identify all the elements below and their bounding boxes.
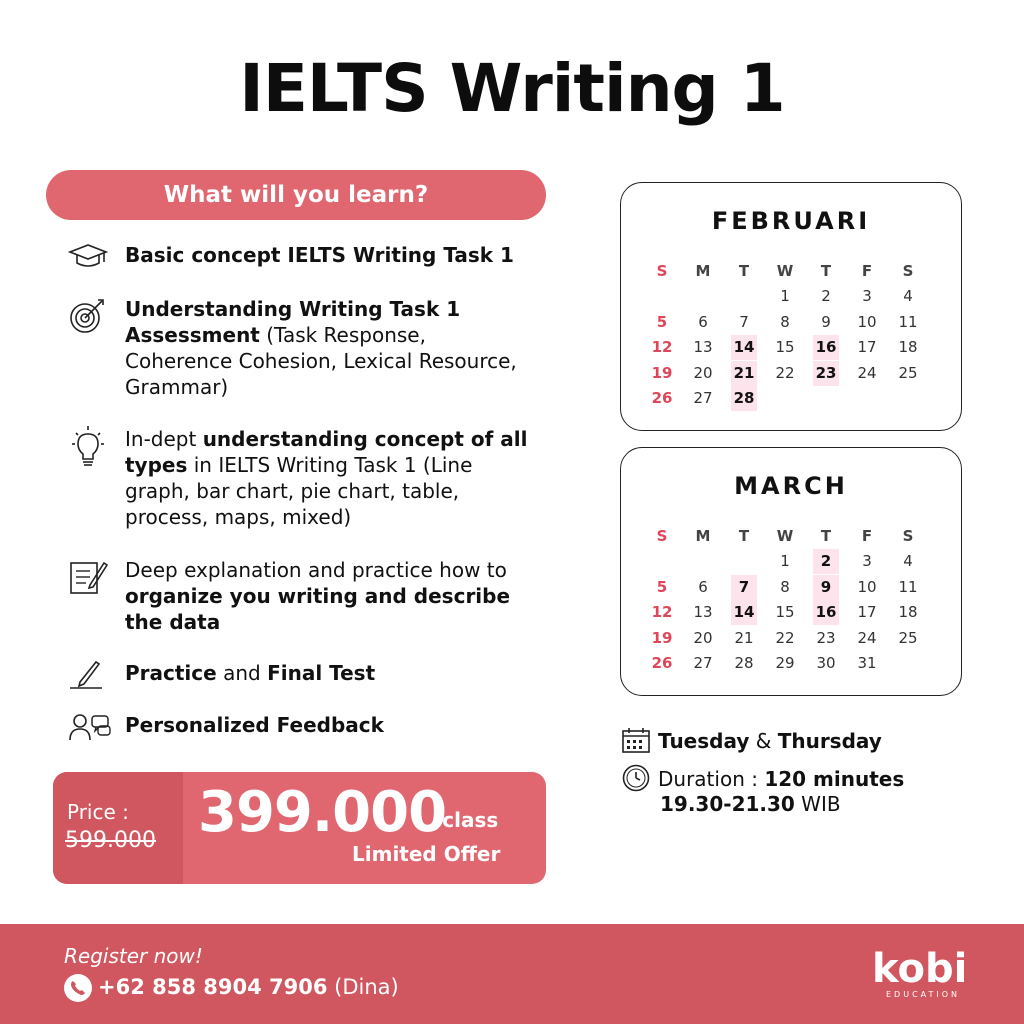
pencil-icon [68, 660, 108, 700]
contact-name: (Dina) [327, 975, 399, 999]
learn-item [68, 426, 538, 536]
kobi-logo: kobi [872, 946, 968, 992]
phone-contact[interactable] [64, 974, 399, 1002]
calendar-day-class: 16 [813, 335, 839, 360]
time-range: 19.30-21.30 [660, 792, 795, 816]
calendar-day: 6 [698, 312, 708, 331]
document-pen-icon [68, 557, 108, 597]
calendar-day: 5 [656, 577, 668, 596]
calendar-day: 22 [775, 363, 795, 382]
calendar-day: 24 [857, 363, 877, 382]
learn-item-text [125, 660, 535, 686]
learn-item [68, 660, 538, 690]
kobi-logo-sub: EDUCATION [886, 990, 961, 999]
calendar-day: 3 [862, 552, 872, 570]
calendar-day: 13 [693, 603, 713, 621]
people-chat-icon [68, 712, 108, 752]
learn-item-run: and [216, 661, 268, 685]
schedule-amp: & [749, 729, 778, 753]
calendar-day: 5 [656, 312, 668, 331]
learn-item-bold: understanding concept of all types [125, 427, 528, 477]
learn-item-text [125, 557, 535, 635]
calendar-month: FEBRUARI [711, 207, 871, 235]
calendar-day: 2 [821, 287, 831, 305]
calendar-februari [620, 182, 962, 431]
calendar-day: 15 [775, 338, 795, 356]
calendar-day: 7 [739, 312, 749, 331]
weekday-header: M [695, 527, 711, 545]
calendar-day-class: 16 [813, 600, 839, 625]
calendar-day: 25 [898, 628, 918, 647]
calendar-day-class: 14 [731, 335, 757, 360]
target-icon [68, 296, 108, 336]
learn-item-run: In-dept [125, 427, 203, 451]
weekday-header: T [738, 262, 750, 280]
day-tuesday: Tuesday [658, 729, 750, 753]
learn-item-text [125, 296, 535, 400]
calendar-day: 1 [780, 287, 790, 305]
learn-item [68, 242, 538, 272]
schedule-days [622, 727, 882, 758]
learn-item-run: (Task Response, Coherence Cohesion, Lexical Resource, Grammar) [125, 323, 517, 399]
learn-item-bold: organize you writing and describe the data [125, 584, 511, 634]
price-new: 399.000 [198, 780, 447, 845]
weekday-header: S [656, 527, 668, 545]
learn-item-bold: Practice [125, 661, 217, 685]
price-offer: Limited Offer [352, 842, 501, 866]
calendar-day: 25 [898, 363, 918, 382]
calendar-day: 9 [821, 312, 831, 331]
learn-item-text [125, 242, 535, 268]
price-unit: /class [435, 808, 499, 832]
calendar-day-class: 7 [731, 575, 757, 600]
calendar-day: 8 [780, 312, 790, 331]
calendar-day: 17 [857, 338, 877, 356]
schedule-time [660, 792, 841, 816]
calendar-day: 12 [651, 603, 673, 621]
calendar-day: 3 [862, 287, 872, 305]
calendar-day: 26 [651, 654, 673, 672]
learn-item [68, 296, 538, 406]
calendar-day: 31 [857, 654, 877, 672]
calendar-day: 18 [898, 338, 918, 356]
calendar-day: 10 [857, 577, 877, 596]
calendar-day: 13 [693, 338, 713, 356]
duration-label: Duration : [658, 767, 765, 791]
learn-item-run: Deep explanation and practice how to [125, 558, 507, 582]
weekday-header: T [820, 527, 832, 545]
register-text: Register now! [64, 944, 203, 968]
learn-item-bold: Personalized Feedback [125, 713, 384, 737]
calendar-day: 30 [816, 654, 836, 672]
weekday-header: T [738, 527, 750, 545]
calendar-day-class: 23 [813, 361, 839, 386]
calendar-month: MARCH [734, 472, 848, 500]
calendar-day: 21 [734, 628, 754, 647]
phone-number: +62 858 8904 7906 [98, 975, 328, 999]
calendar-march [620, 447, 962, 696]
timezone: WIB [794, 792, 841, 816]
learn-item-text [125, 712, 535, 738]
clock-icon [622, 764, 650, 797]
weekday-header: F [861, 262, 873, 280]
learn-item [68, 712, 538, 742]
day-thursday: Thursday [777, 729, 882, 753]
page-title: IELTS Writing 1 [239, 50, 785, 127]
calendar-day: 28 [734, 654, 754, 672]
calendar-day: 17 [857, 603, 877, 621]
price-old: 599.000 [65, 828, 156, 853]
calendar-day: 10 [857, 312, 877, 331]
calendar-day: 24 [857, 628, 877, 647]
learn-item-bold: Final Test [267, 661, 376, 685]
calendar-day: 23 [816, 628, 836, 647]
calendar-day: 4 [903, 552, 913, 570]
calendar-day: 27 [693, 654, 713, 672]
weekday-header: M [695, 262, 711, 280]
calendar-day-class: 9 [813, 575, 839, 600]
weekday-header: S [902, 262, 914, 280]
calendar-day: 11 [898, 312, 918, 331]
calendar-day: 19 [651, 628, 673, 647]
phone-icon [64, 974, 92, 1002]
learn-item-run: in IELTS Writing Task 1 (Line graph, bar chart, pie chart, table, process, maps, mixed) [125, 453, 473, 529]
calendar-day: 29 [775, 654, 795, 672]
footer [0, 924, 1024, 1024]
calendar-day-class: 14 [731, 600, 757, 625]
lightbulb-icon [68, 426, 108, 466]
calendar-day: 27 [693, 389, 713, 407]
calendar-day: 15 [775, 603, 795, 621]
calendar-icon [622, 727, 650, 758]
weekday-header: F [861, 527, 873, 545]
graduation-cap-icon [68, 242, 108, 282]
price-label: Price : [67, 800, 129, 824]
learn-item-text [125, 426, 535, 530]
calendar-day: 6 [698, 577, 708, 596]
calendar-day: 19 [651, 363, 673, 382]
learn-item-bold: Understanding Writing Task 1 Assessment [125, 297, 461, 347]
learn-item [68, 557, 538, 637]
calendar-day-class: 21 [731, 361, 757, 386]
weekday-header: S [656, 262, 668, 280]
weekday-header: W [776, 262, 794, 280]
calendar-day: 22 [775, 628, 795, 647]
duration-value: 120 minutes [764, 767, 905, 791]
calendar-day: 8 [780, 577, 790, 596]
price-box [53, 772, 546, 884]
calendar-day-class: 2 [813, 549, 839, 574]
learn-item-bold: Basic concept IELTS Writing Task 1 [125, 243, 514, 267]
weekday-header: S [902, 527, 914, 545]
calendar-day: 18 [898, 603, 918, 621]
calendar-day: 20 [693, 363, 713, 382]
learn-header: What will you learn? [46, 170, 546, 220]
calendar-day: 1 [780, 552, 790, 570]
calendar-day: 26 [651, 389, 673, 407]
calendar-day-class: 28 [731, 386, 757, 411]
calendar-day: 4 [903, 287, 913, 305]
weekday-header: T [820, 262, 832, 280]
calendar-day: 20 [693, 628, 713, 647]
calendar-day: 12 [651, 338, 673, 356]
weekday-header: W [776, 527, 794, 545]
calendar-day: 11 [898, 577, 918, 596]
